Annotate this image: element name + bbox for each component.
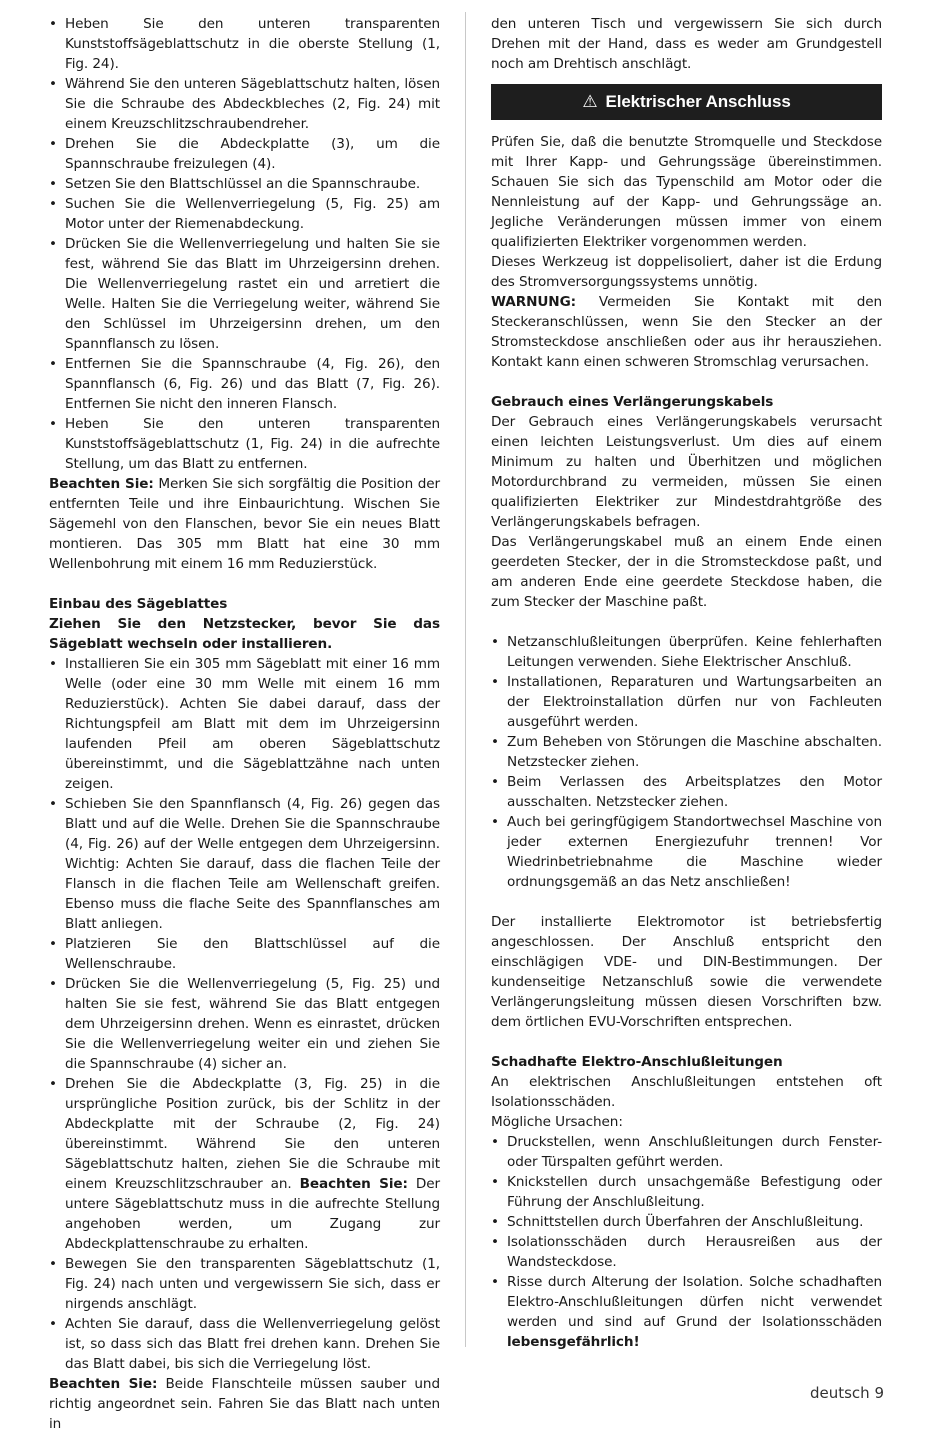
note-label: Beachten Sie:	[49, 476, 154, 492]
list-item: • Zum Beheben von Störungen die Maschine abschalten. Netzstecker ziehen.	[491, 732, 882, 772]
danger-emphasis: lebensgefährlich!	[507, 1334, 640, 1350]
install-warning-subheading: Ziehen Sie den Netzstecker, bevor Sie das Sägeblatt wechseln oder installieren.	[49, 616, 440, 652]
install-bullet-list	[49, 654, 440, 1374]
paragraph: An elektrischen Anschlußleitungen entstehen oft Isolationsschäden.	[491, 1074, 882, 1110]
list-item: • Knickstellen durch unsachgemäße Befestigung oder Führung der Anschlußleitung.	[491, 1172, 882, 1212]
warning-label: WARNUNG:	[491, 294, 576, 310]
column-divider	[465, 12, 466, 1347]
section-heading-install: Einbau des Sägeblattes	[49, 596, 228, 612]
causes-bullet-list	[491, 1132, 882, 1352]
paragraph: Prüfen Sie, daß die benutzte Stromquelle und Steckdose mit Ihrer Kapp- und Gehrungssäge übereinstimmen. Schauen Sie sich das Typenschild am Motor oder die Nennleistung auf der Kapp- und Gehrungssäge an. Jegliche Veränderungen müssen immer von einem qualifizierten Elektriker vorgenommen werden.	[491, 134, 882, 250]
list-item: • Beim Verlassen des Arbeitsplatzes den Motor ausschalten. Netzstecker ziehen.	[491, 772, 882, 812]
list-item: • Netzanschlußleitungen überprüfen. Keine fehlerhaften Leitungen verwenden. Siehe Elektrischer Anschluß.	[491, 632, 882, 672]
note-label: Beachten Sie:	[299, 1176, 408, 1192]
causes-label: Mögliche Ursachen:	[491, 1114, 623, 1130]
list-item: • Heben Sie den unteren transparenten Kunststoffsägeblattschutz in die oberste Stellung (1, Fig. 24).	[49, 14, 440, 74]
section-banner-electrical	[491, 84, 882, 120]
list-item: • Druckstellen, wenn Anschlußleitungen durch Fenster- oder Türspalten geführt werden.	[491, 1132, 882, 1172]
list-item: • Isolationsschäden durch Herausreißen aus der Wandsteckdose.	[491, 1232, 882, 1272]
list-item-text: Drehen Sie die Abdeckplatte (3, Fig. 25) in die ursprüngliche Position zurück, bis der Schlitz in der Abdeckplatte mit der Schraube (2, Fig. 24) übereinstimmt. Während Sie den unteren Sägeblattschutz halten, ziehen Sie die Schraube mit einem Kreuzschlitzschrauber an.	[65, 1076, 440, 1192]
list-item: • Heben Sie den unteren transparenten Kunststoffsägeblattschutz (1, Fig. 24) in die aufrechte Stellung, um das Blatt zu entfernen.	[49, 414, 440, 474]
list-item: • Auch bei geringfügigem Standortwechsel Maschine von jeder externen Energiezufuhr trennen! Vor Wiedrinbetriebnahme die Maschine wieder ordnungsgemäß an das Netz anschließen!	[491, 812, 882, 892]
list-item: • Setzen Sie den Blattschlüssel an die Spannschraube.	[49, 174, 440, 194]
list-item	[49, 1074, 440, 1254]
intro-bullet-list	[49, 14, 440, 474]
warning-triangle-icon: ⚠	[582, 92, 598, 111]
list-item: • Bewegen Sie den transparenten Sägeblattschutz (1, Fig. 24) nach unten und vergewissern Sie sich, dass er nirgends anschlägt.	[49, 1254, 440, 1314]
right-column	[491, 14, 882, 1352]
note-paragraph	[49, 474, 440, 574]
paragraph: Der installierte Elektromotor ist betriebsfertig angeschlossen. Der Anschluß entspricht den einschlägigen VDE- und DIN-Bestimmungen. Der kundenseitige Netzanschluß sowie die verwendete Verlängerungsleitung müssen diesen Vorschriften bzw. dem örtlichen EVU-Vorschriften entsprechen.	[491, 914, 882, 1030]
list-item: • Schnittstellen durch Überfahren der Anschlußleitung.	[491, 1212, 882, 1232]
list-item	[491, 1272, 882, 1352]
paragraph: Der Gebrauch eines Verlängerungskabels verursacht einen leichten Leistungsverlust. Um dies auf einem Minimum zu halten und Überhitzen und möglichen Motordurchbrand zu vermeiden, müssen Sie einen qualifizierten Elektriker zur Mindestdrahtgröße des Verlängerungskabels befragen.	[491, 414, 882, 530]
paragraph: Dieses Werkzeug ist doppelisoliert, daher ist die Erdung des Stromversorgungssystems unnötig.	[491, 254, 882, 290]
list-item: • Suchen Sie die Wellenverriegelung (5, Fig. 25) am Motor unter der Riemenabdeckung.	[49, 194, 440, 234]
safety-bullet-list	[491, 632, 882, 892]
list-item: • Entfernen Sie die Spannschraube (4, Fig. 26), den Spannflansch (6, Fig. 26) und das Blatt (7, Fig. 26). Entfernen Sie nicht den inneren Flansch.	[49, 354, 440, 414]
note-label: Beachten Sie:	[49, 1376, 158, 1392]
list-item: • Drücken Sie die Wellenverriegelung und halten Sie sie fest, während Sie das Blatt im Uhrzeigersinn drehen. Die Wellenverriegelung rastet ein und arretiert die Welle. Halten Sie die Verriegelung weiter, während Sie den Schlüssel im Uhrzeigersinn drehen, um den Spannflansch zu lösen.	[49, 234, 440, 354]
section-heading-defective-cables: Schadhafte Elektro-Anschlußleitungen	[491, 1054, 783, 1070]
warning-paragraph	[491, 292, 882, 372]
continuation-paragraph: den unteren Tisch und vergewissern Sie sich durch Drehen mit der Hand, dass es weder am Grundgestell noch am Drehtisch anschlägt.	[491, 16, 882, 72]
section-heading-extension-cable: Gebrauch eines Verlängerungskabels	[491, 394, 774, 410]
list-item: • Während Sie den unteren Sägeblattschutz halten, lösen Sie die Schraube des Abdeckbleches (2, Fig. 24) mit einem Kreuzschlitzschraubendreher.	[49, 74, 440, 134]
note-paragraph	[49, 1374, 440, 1434]
banner-title: Elektrischer Anschluss	[605, 92, 791, 111]
note-text: Merken Sie sich sorgfältig die Position der entfernten Teile und ihre Einbaurichtung. Wischen Sie Sägemehl von den Flanschen, bevor Sie ein neues Blatt montieren. Das 305 mm Blatt hat eine 30 mm Wellenbohrung mit einem 16 mm Reduzierstück.	[49, 476, 440, 572]
list-item: • Drücken Sie die Wellenverriegelung (5, Fig. 25) und halten Sie sie fest, während Sie das Blatt entgegen dem Uhrzeigersinn drehen. Wenn es einrastet, drücken Sie die Wellenverriegelung weiter ein und ziehen Sie die Spannschraube (4) sicher an.	[49, 974, 440, 1074]
list-item: • Installationen, Reparaturen und Wartungsarbeiten an der Elektroinstallation dürfen nur von Fachleuten ausgeführt werden.	[491, 672, 882, 732]
warning-text: Vermeiden Sie Kontakt mit den Steckeranschlüssen, wenn Sie den Stecker an der Stromsteckdose anschließen oder aus ihr herausziehen. Kontakt kann einen schweren Stromschlag verursachen.	[491, 294, 882, 370]
list-item: • Platzieren Sie den Blattschlüssel auf die Wellenschraube.	[49, 934, 440, 974]
list-item: • Achten Sie darauf, dass die Wellenverriegelung gelöst ist, so dass sich das Blatt frei drehen kann. Drehen Sie das Blatt dabei, bis sich die Verriegelung löst.	[49, 1314, 440, 1374]
note-text: Beide Flanschteile müssen sauber und richtig angeordnet sein. Fahren Sie das Blatt nach unten in	[49, 1376, 440, 1432]
list-item: • Schieben Sie den Spannflansch (4, Fig. 26) gegen das Blatt und auf die Welle. Drehen Sie die Spannschraube (4, Fig. 26) auf der Welle entgegen dem Uhrzeigersinn. Wichtig: Achten Sie darauf, dass die flachen Teile der Flansch in die flachen Teile am Wellenschaft greifen. Ebenso muss die flache Seite des Spannflansches am Blatt anliegen.	[49, 794, 440, 934]
note-text: Der untere Sägeblattschutz muss in die aufrechte Stellung angehoben werden, um Zugang zur Abdeckplattenschraube zu erhalten.	[65, 1176, 440, 1252]
list-item: • Drehen Sie die Abdeckplatte (3), um die Spannschraube freizulegen (4).	[49, 134, 440, 174]
page-footer: deutsch 9	[809, 1384, 884, 1402]
left-column	[49, 14, 440, 1434]
list-item: • Installieren Sie ein 305 mm Sägeblatt mit einer 16 mm Welle (oder eine 30 mm Welle mit einem 16 mm Reduzierstück). Achten Sie dabei darauf, dass der Richtungspfeil am Blatt mit dem im Uhrzeigersinn laufenden Pfeil am oberen Sägeblattschutz übereinstimmt, und die Sägeblattzähne nach unten zeigen.	[49, 654, 440, 794]
list-item-text: Risse durch Alterung der Isolation. Solche schadhaften Elektro-Anschlußleitungen dürfen nicht verwendet werden und sind auf Grund der Isolationsschäden	[507, 1274, 882, 1330]
paragraph: Das Verlängerungskabel muß an einem Ende einen geerdeten Stecker, der in die Stromsteckdose paßt, und am anderen Ende eine geerdete Steckdose haben, die zum Stecker der Maschine paßt.	[491, 534, 882, 610]
